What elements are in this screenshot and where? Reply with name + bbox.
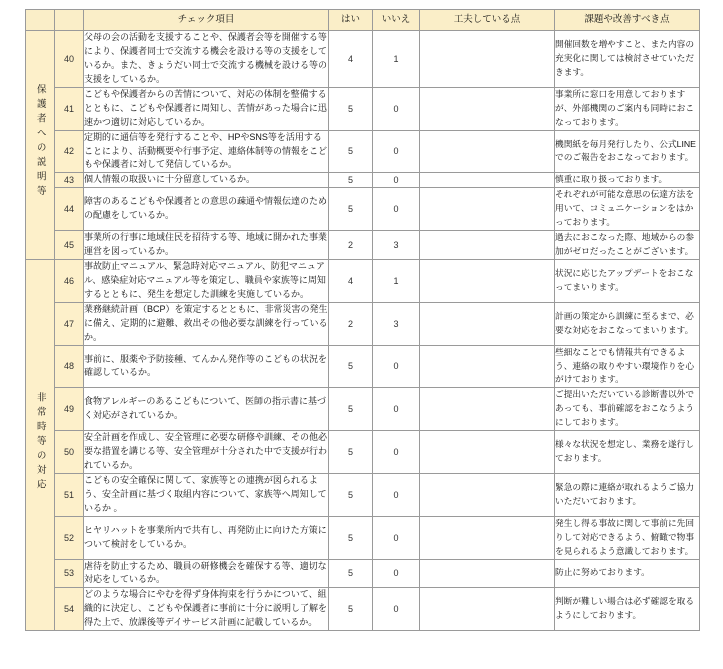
row-number: 44 xyxy=(55,188,84,231)
check-item-text: 定期的に通信等を発行することや、HPやSNS等を活用することにより、活動概要や行事予定、連絡体制等の情報をこどもや保護者に対して発信しているか。 xyxy=(84,130,329,173)
table-row xyxy=(26,231,700,260)
no-count: 1 xyxy=(373,31,420,88)
no-count: 0 xyxy=(373,559,420,588)
check-item-text: 父母の会の活動を支援することや、保護者会等を開催する等により、保護者同士で交流する機会を設ける等の支援をしているか。また、きょうだい同士で交流する機械を設ける等の支援をしているか。 xyxy=(84,31,329,88)
good-points-text xyxy=(420,516,555,559)
table-row xyxy=(26,188,700,231)
check-item-text: 事前に、服薬や予防接種、てんかん発作等のこどもの状況を確認しているか。 xyxy=(84,345,329,388)
yes-count: 2 xyxy=(329,302,373,345)
check-item-text: こどもの安全確保に関して、家族等との連携が図られるよう、安全計画に基づく取組内容について、家族等へ周知しているか 。 xyxy=(84,473,329,516)
category-label: 非常時等の対応 xyxy=(34,391,46,494)
no-count: 0 xyxy=(373,388,420,431)
header-no: いいえ xyxy=(373,10,420,31)
check-item-text: 個人情報の取扱いに十分留意しているか。 xyxy=(84,173,329,188)
check-item-text: 事故防止マニュアル、緊急時対応マニュアル、防犯マニュアル、感染症対応マニュアル等を策定し、職員や家族等に周知するとともに、発生を想定した訓練を実施しているか。 xyxy=(84,259,329,302)
no-count: 3 xyxy=(373,302,420,345)
good-points-text xyxy=(420,345,555,388)
row-number: 43 xyxy=(55,173,84,188)
yes-count: 5 xyxy=(329,473,373,516)
table-row xyxy=(26,388,700,431)
category-cell xyxy=(26,31,55,260)
issue-text: 判断が難しい場合は必ず確認を取るようにしております。 xyxy=(555,588,700,631)
row-number: 54 xyxy=(55,588,84,631)
check-item-text: 障害のあるこどもや保護者との意思の疎通や情報伝達のための配慮をしているか。 xyxy=(84,188,329,231)
yes-count: 5 xyxy=(329,130,373,173)
good-points-text xyxy=(420,588,555,631)
table-row xyxy=(26,345,700,388)
good-points-text xyxy=(420,87,555,130)
table-row xyxy=(26,31,700,88)
issue-text: 事業所に窓口を用意しておりますが、外部機関のご案内も同時におこなっております。 xyxy=(555,87,700,130)
no-count: 0 xyxy=(373,188,420,231)
good-points-text xyxy=(420,31,555,88)
issue-text: 機関紙を毎月発行したり、公式LINEでのご報告をおこなっております。 xyxy=(555,130,700,173)
good-points-text xyxy=(420,130,555,173)
issue-text: 些細なことでも情報共有できるよう、連絡の取りやすい環境作りを心がけております。 xyxy=(555,345,700,388)
good-points-text xyxy=(420,431,555,474)
yes-count: 4 xyxy=(329,31,373,88)
issue-text: 過去におこなった際、地域からの参加がゼロだったことがございます。 xyxy=(555,231,700,260)
good-points-text xyxy=(420,559,555,588)
header-number xyxy=(55,10,84,31)
yes-count: 5 xyxy=(329,87,373,130)
no-count: 0 xyxy=(373,588,420,631)
check-item-text: 食物アレルギーのあるこどもについて、医師の指示書に基づく対応がされているか。 xyxy=(84,388,329,431)
header-yes: はい xyxy=(329,10,373,31)
table-row xyxy=(26,588,700,631)
yes-count: 2 xyxy=(329,231,373,260)
no-count: 3 xyxy=(373,231,420,260)
table-header xyxy=(26,10,700,31)
no-count: 0 xyxy=(373,345,420,388)
header-good-points: 工夫している点 xyxy=(420,10,555,31)
issue-text: 開催回数を増やすこと、また内容の充実化に関しては検討させていただきます。 xyxy=(555,31,700,88)
category-label: 保護者への説明等 xyxy=(34,84,46,201)
yes-count: 5 xyxy=(329,431,373,474)
row-number: 41 xyxy=(55,87,84,130)
check-item-text: こどもや保護者からの苦情について、対応の体制を整備するとともに、こどもや保護者に周知し、苦情があった場合に迅速かつ適切に対応しているか。 xyxy=(84,87,329,130)
check-item-text: どのような場合にやむを得ず身体拘束を行うかについて、組織的に決定し、こどもや保護者に事前に十分に説明し了解を得た上で、放課後等デイサービス計画に記載しているか。 xyxy=(84,588,329,631)
good-points-text xyxy=(420,173,555,188)
row-number: 51 xyxy=(55,473,84,516)
check-item-text: 事業所の行事に地域住民を招待する等、地域に開かれた事業運営を図っているか。 xyxy=(84,231,329,260)
issue-text: 防止に努めております。 xyxy=(555,559,700,588)
table-row xyxy=(26,431,700,474)
issue-text: 状況に応じたアップデートをおこなってまいります。 xyxy=(555,259,700,302)
row-number: 50 xyxy=(55,431,84,474)
row-number: 42 xyxy=(55,130,84,173)
row-number: 40 xyxy=(55,31,84,88)
table-row xyxy=(26,87,700,130)
check-item-text: 安全計画を作成し、安全管理に必要な研修や訓練、その他必要な措置を講じる等、安全管理が十分された中で支援が行われているか。 xyxy=(84,431,329,474)
issue-text: 緊急の際に連絡が取れるようご協力いただいております。 xyxy=(555,473,700,516)
good-points-text xyxy=(420,388,555,431)
self-evaluation-checklist-table xyxy=(25,9,700,631)
table-row xyxy=(26,559,700,588)
row-number: 49 xyxy=(55,388,84,431)
table-row xyxy=(26,259,700,302)
no-count: 0 xyxy=(373,473,420,516)
row-number: 52 xyxy=(55,516,84,559)
row-number: 45 xyxy=(55,231,84,260)
category-cell xyxy=(26,259,55,630)
yes-count: 5 xyxy=(329,559,373,588)
header-check-item: チェック項目 xyxy=(84,10,329,31)
no-count: 0 xyxy=(373,516,420,559)
no-count: 0 xyxy=(373,87,420,130)
good-points-text xyxy=(420,231,555,260)
yes-count: 5 xyxy=(329,173,373,188)
no-count: 0 xyxy=(373,130,420,173)
issue-text: 様々な状況を想定し、業務を遂行しております。 xyxy=(555,431,700,474)
yes-count: 5 xyxy=(329,388,373,431)
table-body xyxy=(26,31,700,631)
issue-text: ご提出いただいている診断書以外であっても、事前確認をおこなうようにしております。 xyxy=(555,388,700,431)
table-row xyxy=(26,173,700,188)
check-item-text: 業務継続計画（BCP）を策定するとともに、非常災害の発生に備え、定期的に避難、救出その他必要な訓練を行っているか。 xyxy=(84,302,329,345)
no-count: 0 xyxy=(373,173,420,188)
table-row xyxy=(26,473,700,516)
header-row xyxy=(26,10,700,31)
good-points-text xyxy=(420,473,555,516)
checklist-sheet xyxy=(25,9,699,631)
check-item-text: 虐待を防止するため、職員の研修機会を確保する等、適切な対応をしているか。 xyxy=(84,559,329,588)
issue-text: 計画の策定から訓練に至るまで、必要な対応をおこなってまいります。 xyxy=(555,302,700,345)
issue-text: それぞれが可能な意思の伝達方法を用いて、コミュニケーションをはかっております。 xyxy=(555,188,700,231)
good-points-text xyxy=(420,259,555,302)
yes-count: 5 xyxy=(329,516,373,559)
yes-count: 5 xyxy=(329,345,373,388)
row-number: 48 xyxy=(55,345,84,388)
yes-count: 5 xyxy=(329,188,373,231)
check-item-text: ヒヤリハットを事業所内で共有し、再発防止に向けた方策について検討をしているか。 xyxy=(84,516,329,559)
header-category xyxy=(26,10,55,31)
issue-text: 発生し得る事故に関して事前に先回りして対応できるよう、俯瞰で物事を見られるよう意識しております。 xyxy=(555,516,700,559)
good-points-text xyxy=(420,302,555,345)
no-count: 0 xyxy=(373,431,420,474)
row-number: 47 xyxy=(55,302,84,345)
table-row xyxy=(26,516,700,559)
row-number: 46 xyxy=(55,259,84,302)
table-row xyxy=(26,130,700,173)
issue-text: 慎重に取り扱っております。 xyxy=(555,173,700,188)
row-number: 53 xyxy=(55,559,84,588)
good-points-text xyxy=(420,188,555,231)
yes-count: 4 xyxy=(329,259,373,302)
yes-count: 5 xyxy=(329,588,373,631)
header-issues: 課題や改善すべき点 xyxy=(555,10,700,31)
no-count: 1 xyxy=(373,259,420,302)
table-row xyxy=(26,302,700,345)
